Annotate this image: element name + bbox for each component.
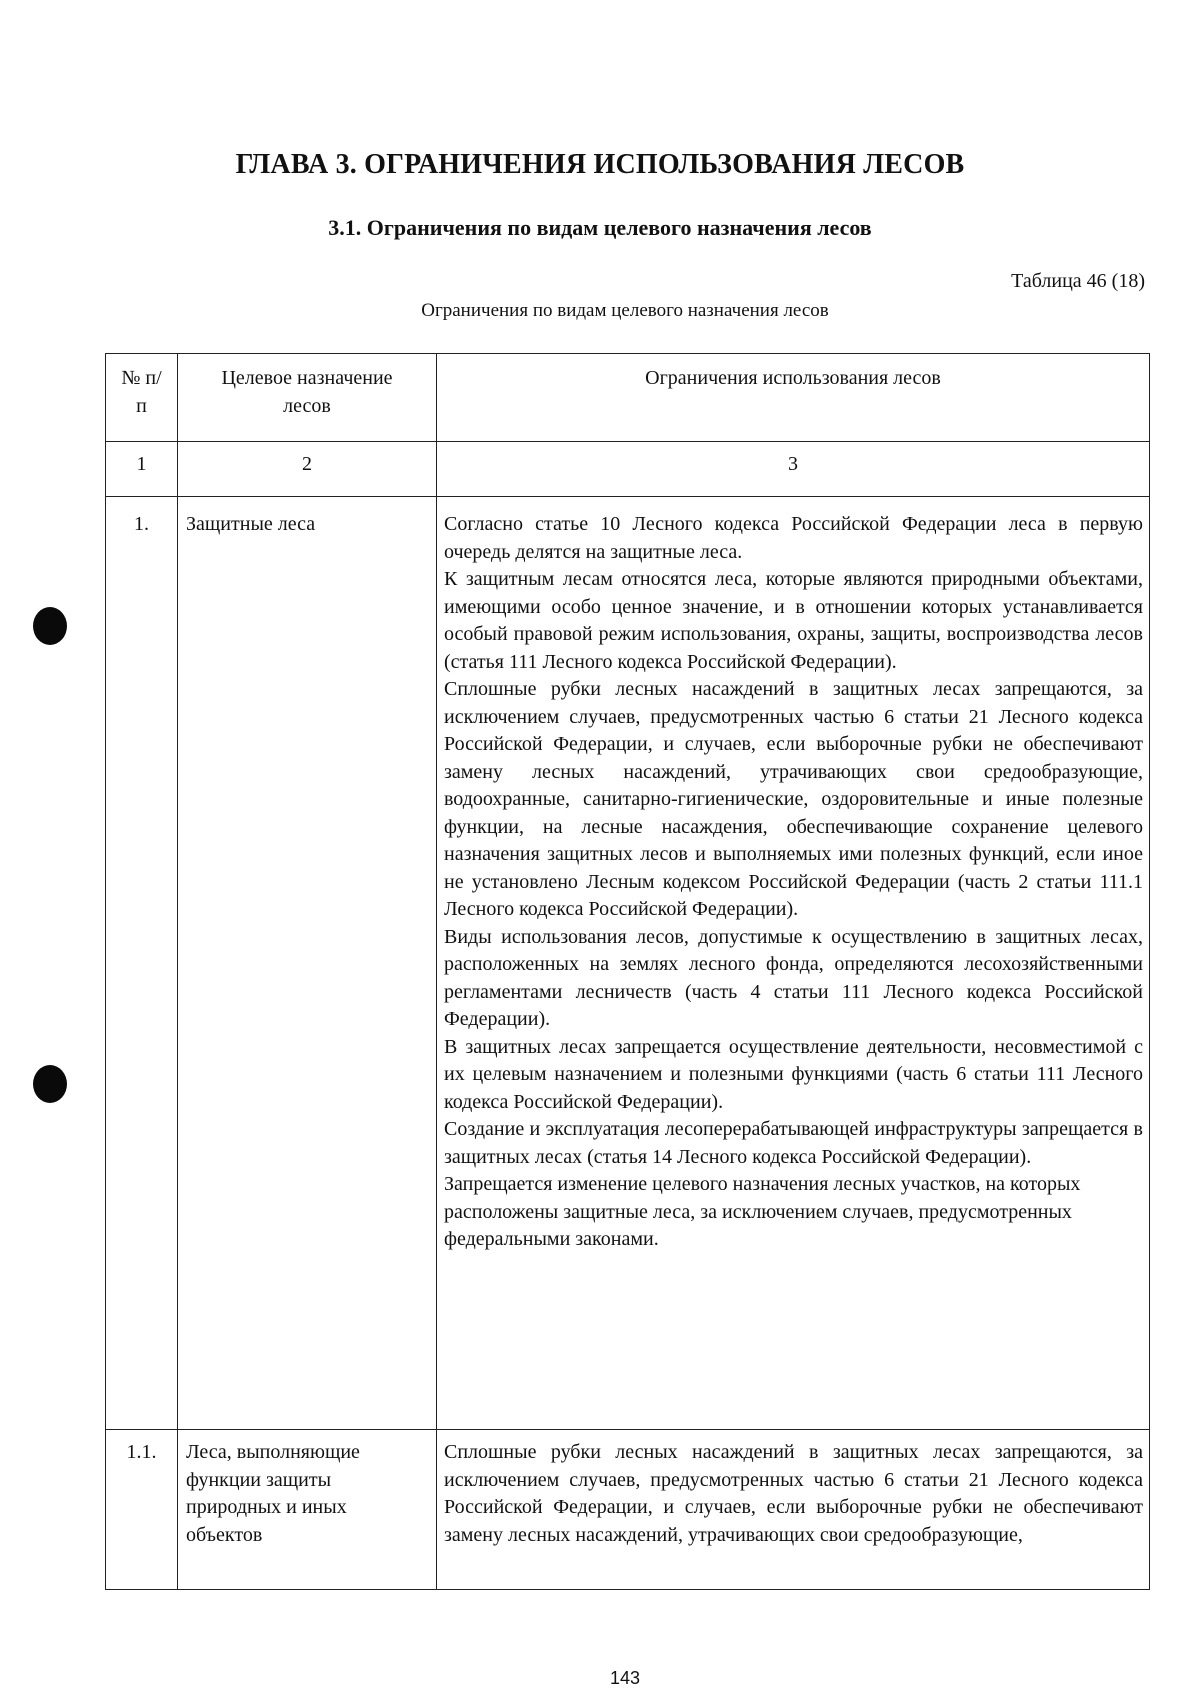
table-row: [106, 1430, 1150, 1590]
row-number: 1.1.: [106, 1430, 178, 1590]
restriction-paragraph: Виды использования лесов, допустимые к осуществлению в защитных лесах, расположенных на землях лесного фонда, определяются лесохозяйственными регламентами лесничеств (часть 4 статьи 111 Лесного кодекса Российской Федерации).: [444, 925, 1143, 1030]
table-number: Таблица 46 (18): [1011, 270, 1145, 292]
column-number: 3: [437, 442, 1150, 497]
table-caption: Ограничения по видам целевого назначения лесов: [421, 300, 829, 321]
table-row: [106, 497, 1150, 1430]
restriction-paragraph: Согласно статье 10 Лесного кодекса Российской Федерации леса в первую очередь делятся на защитные леса.: [444, 513, 1143, 563]
restriction-paragraph: Сплошные рубки лесных насаждений в защитных лесах запрещаются, за исключением случаев, предусмотренных частью 6 статьи 21 Лесного кодекса Российской Федерации, и случаев, если выборочные рубки не обеспечивают замену лесных насаждений, утрачивающих свои средообразующие, водоохранные, санитарно-гигиенические, оздоровительные и иные полезные функции, на лесные насаждения, обеспечивающие сохранение целевого назначения защитных лесов и выполняемых ими полезных функций, если иное не установлено Лесным кодексом Российской Федерации (часть 2 статьи 111.1 Лесного кодекса Российской Федерации).: [444, 678, 1143, 920]
row-restrictions: [437, 497, 1150, 1430]
row-purpose: Леса, выполняющие функции защиты природных и иных объектов: [178, 1430, 437, 1590]
binder-hole: [33, 607, 67, 645]
row-restrictions: [437, 1430, 1150, 1590]
column-numbers-row: [106, 442, 1150, 497]
page-number: 143: [609, 1668, 641, 1688]
column-number: 1: [106, 442, 178, 497]
binder-hole: [33, 1065, 67, 1103]
section-title: 3.1. Ограничения по видам целевого назначения лесов: [328, 215, 872, 240]
restrictions-table: [105, 353, 1150, 1590]
restriction-paragraph: К защитным лесам относятся леса, которые являются природными объектами, имеющими особо ценное значение, и в отношении которых устанавливается особый правовой режим использования, охраны, защиты, воспроизводства лесов (статья 111 Лесного кодекса Российской Федерации).: [444, 568, 1143, 673]
chapter-title: ГЛАВА 3. ОГРАНИЧЕНИЯ ИСПОЛЬЗОВАНИЯ ЛЕСОВ: [235, 149, 965, 180]
row-purpose: Защитные леса: [178, 497, 437, 1430]
table-header-row: [106, 354, 1150, 442]
row-number: 1.: [106, 497, 178, 1430]
restriction-paragraph: Создание и эксплуатация лесоперерабатывающей инфраструктуры запрещается в защитных лесах (статья 14 Лесного кодекса Российской Федерации).: [444, 1118, 1143, 1168]
column-number: 2: [178, 442, 437, 497]
restriction-paragraph: Запрещается изменение целевого назначения лесных участков, на которых расположены защитные леса, за исключением случаев, предусмотренных федеральными законами.: [444, 1173, 1081, 1250]
restriction-paragraph: В защитных лесах запрещается осуществление деятельности, несовместимой с их целевым назначением и полезными функциями (часть 6 статьи 111 Лесного кодекса Российской Федерации).: [444, 1035, 1143, 1113]
header-purpose: Целевое назначение лесов: [178, 354, 437, 442]
restriction-paragraph: Сплошные рубки лесных насаждений в защитных лесах запрещаются, за исключением случаев, предусмотренных частью 6 статьи 21 Лесного кодекса Российской Федерации, и случаев, если выборочные рубки не обеспечивают замену лесных насаждений, утрачивающих свои средообразующие,: [444, 1441, 1143, 1546]
header-restrictions: Ограничения использования лесов: [437, 354, 1150, 442]
header-number: № п/п: [106, 354, 178, 442]
